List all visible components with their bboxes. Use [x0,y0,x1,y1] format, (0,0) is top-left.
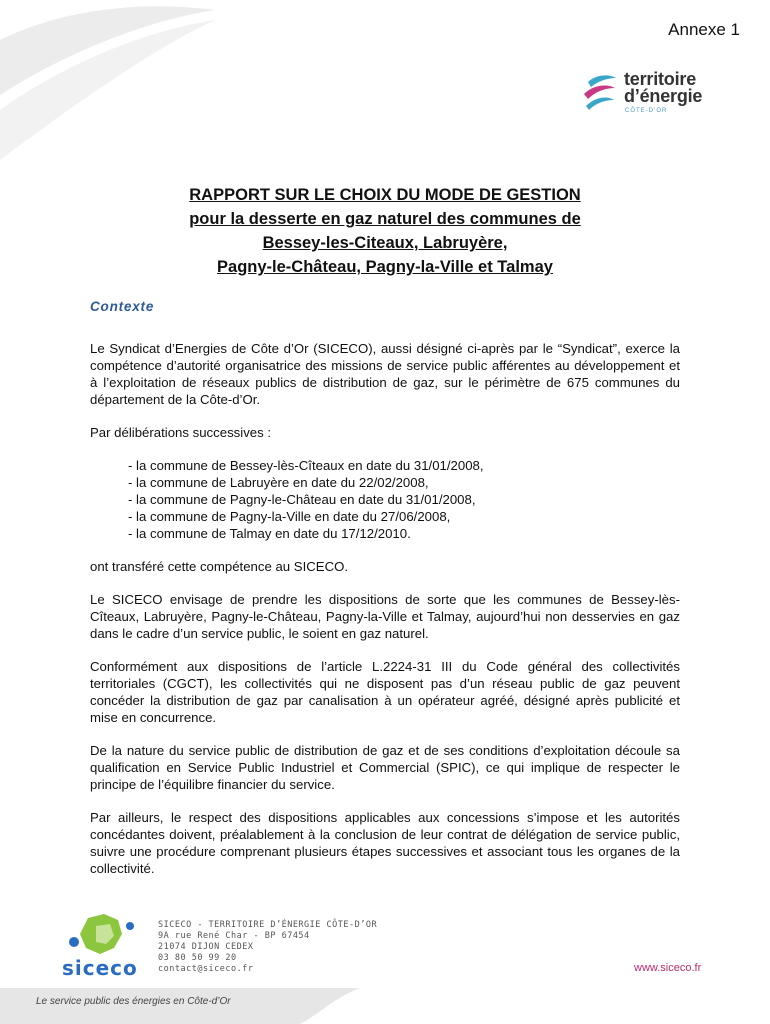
website-link[interactable]: www.siceco.fr [634,962,702,974]
logo-line-2: d’énergie [624,86,703,106]
address-line: 9A rue René Char - BP 67454 [158,931,310,941]
list-item: - la commune de Labruyère en date du 22/02/2008, [128,475,429,490]
title-line-3: Bessey-les-Citeaux, Labruyère, [262,234,508,252]
title-line-2: pour la desserte en gaz naturel des communes de [189,210,581,228]
siceco-map-logo-icon [60,912,150,958]
paragraph-5: Conformément aux dispositions de l’article L.2224-31 III du Code général des collectivités territoriales (CGCT), les collectivités qui ne disposent pas d’un réseau public de gaz peuvent concéder la distribution de gaz par canalisation à un opérateur agréé, désigné après publicité et mise en concurrence. [90,659,680,725]
title-line-4: Pagny-le-Château, Pagny-la-Ville et Talmay [217,258,553,276]
footer-tagline: Le service public des énergies en Côte-d’Or [36,996,231,1007]
address-email[interactable]: contact@siceco.fr [158,964,254,974]
address-line: 21074 DIJON CEDEX [158,942,254,952]
footer-address [158,920,377,975]
paragraph-2: Par délibérations successives : [90,425,272,440]
list-item: - la commune de Pagny-la-Ville en date du 27/06/2008, [128,509,451,524]
territoire-energie-logo-icon [582,72,618,112]
decorative-swoosh [0,0,240,170]
logo-line-3: CÔTE-D’OR [625,108,668,114]
list-item: - la commune de Pagny-le-Château en date du 31/01/2008, [128,492,476,507]
siceco-logo-text: siceco [62,956,138,980]
territoire-energie-logo [582,68,732,128]
document-title [80,183,690,279]
paragraph-3: ont transféré cette compétence au SICECO. [90,559,349,574]
section-heading-contexte: Contexte [90,299,155,314]
list-item: - la commune de Talmay en date du 17/12/2010. [128,526,411,541]
paragraph-7: Par ailleurs, le respect des dispositions applicables aux concessions s’impose et les autorités concédantes doivent, préalablement à la conclusion de leur contrat de délégation de service public, suivre une procédure comprenant plusieurs étapes successives et associant tous les organes de la collectivité. [90,810,680,876]
annex-label: Annexe 1 [668,20,740,39]
document-body [90,340,680,893]
siceco-logo [60,912,150,982]
address-line: SICECO - TERRITOIRE D’ÉNERGIE CÔTE-D’OR [158,920,378,930]
paragraph-1: Le Syndicat d’Energies de Côte d’Or (SICECO), aussi désigné ci-après par le “Syndicat”, exerce la compétence d’autorité organisatrice des missions de service public afférentes au développement et à l’exploitation de réseaux publics de distribution de gaz, sur le périmètre de 675 communes du département de la Côte-d’Or. [90,341,680,407]
address-line: 03 80 50 99 20 [158,953,237,963]
title-line-1: RAPPORT SUR LE CHOIX DU MODE DE GESTION [189,186,581,204]
deliberation-list [128,457,680,542]
logo-line-1: territoire [624,69,697,89]
paragraph-6: De la nature du service public de distribution de gaz et de ses conditions d’exploitation découle sa qualification en Service Public Industriel et Commercial (SPIC), ce qui implique de respecter le principe de l’équilibre financier du service. [90,743,680,792]
list-item: - la commune de Bessey-lès-Cîteaux en date du 31/01/2008, [128,458,484,473]
paragraph-4: Le SICECO envisage de prendre les dispositions de sorte que les communes de Bessey-lès-Cîteaux, Labruyère, Pagny-le-Château, Pagny-la-Ville et Talmay, aujourd’hui non desservies en gaz dans le cadre d’un service public, le soient en gaz naturel. [90,592,680,641]
